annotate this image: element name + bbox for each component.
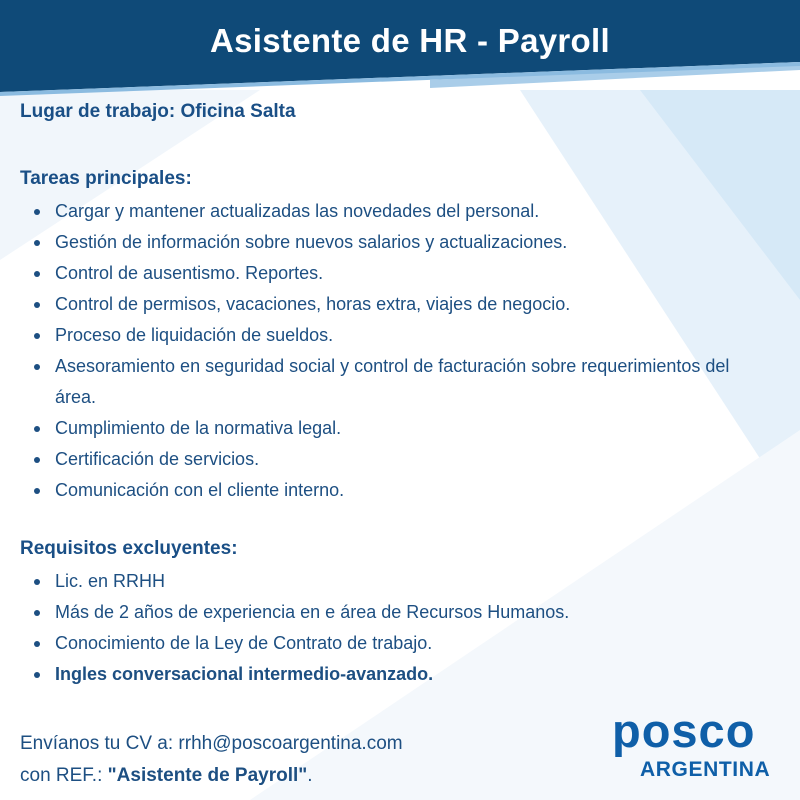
list-item: Control de ausentismo. Reportes. — [20, 258, 790, 289]
bullet-icon — [34, 426, 40, 432]
logo-subtitle: ARGENTINA — [640, 758, 771, 781]
bullet-icon — [34, 364, 40, 370]
bullet-icon — [34, 457, 40, 463]
list-item: Certificación de servicios. — [20, 444, 790, 475]
workplace-heading: Lugar de trabajo: Oficina Salta — [20, 101, 296, 122]
contact-footer — [20, 728, 403, 792]
bullet-icon — [34, 579, 40, 585]
list-item: Cargar y mantener actualizadas las novedades del personal. — [20, 196, 790, 227]
list-item: Lic. en RRHH — [20, 566, 790, 597]
requirements-list — [20, 566, 790, 690]
list-item: Comunicación con el cliente interno. — [20, 475, 790, 506]
header-banner — [0, 0, 800, 90]
bullet-icon — [34, 488, 40, 494]
bullet-icon — [34, 240, 40, 246]
requirements-section — [20, 537, 790, 690]
tasks-section — [20, 167, 790, 506]
list-item: Proceso de liquidación de sueldos. — [20, 320, 790, 351]
list-item: Conocimiento de la Ley de Contrato de trabajo. — [20, 628, 790, 659]
contact-email-line: Envíanos tu CV a: rrhh@poscoargentina.com — [20, 733, 403, 754]
list-item: Control de permisos, vacaciones, horas extra, viajes de negocio. — [20, 289, 790, 320]
bullet-icon — [34, 271, 40, 277]
posco-argentina-logo — [612, 706, 788, 786]
bullet-icon — [34, 641, 40, 647]
bullet-icon — [34, 209, 40, 215]
list-item-continuation: área. — [55, 387, 97, 407]
list-item: Cumplimiento de la normativa legal. — [20, 413, 790, 444]
list-item: Gestión de información sobre nuevos salarios y actualizaciones. — [20, 227, 790, 258]
tasks-heading: Tareas principales: — [20, 168, 192, 189]
page-title: Asistente de HR - Payroll — [210, 22, 610, 59]
bullet-icon — [34, 333, 40, 339]
reference-line: con REF.: "Asistente de Payroll". — [20, 765, 313, 786]
list-item: Asesoramiento en seguridad social y control de facturación sobre requerimientos del — [20, 351, 790, 382]
reference-code: "Asistente de Payroll" — [107, 765, 308, 786]
bullet-icon — [34, 672, 40, 678]
bullet-icon — [34, 302, 40, 308]
list-item: Ingles conversacional intermedio-avanzado. — [20, 659, 790, 690]
bullet-icon — [34, 610, 40, 616]
requirements-heading: Requisitos excluyentes: — [20, 538, 238, 559]
logo-wordmark: posco — [612, 704, 756, 757]
list-item: Más de 2 años de experiencia en e área de Recursos Humanos. — [20, 597, 790, 628]
tasks-list — [20, 196, 790, 506]
